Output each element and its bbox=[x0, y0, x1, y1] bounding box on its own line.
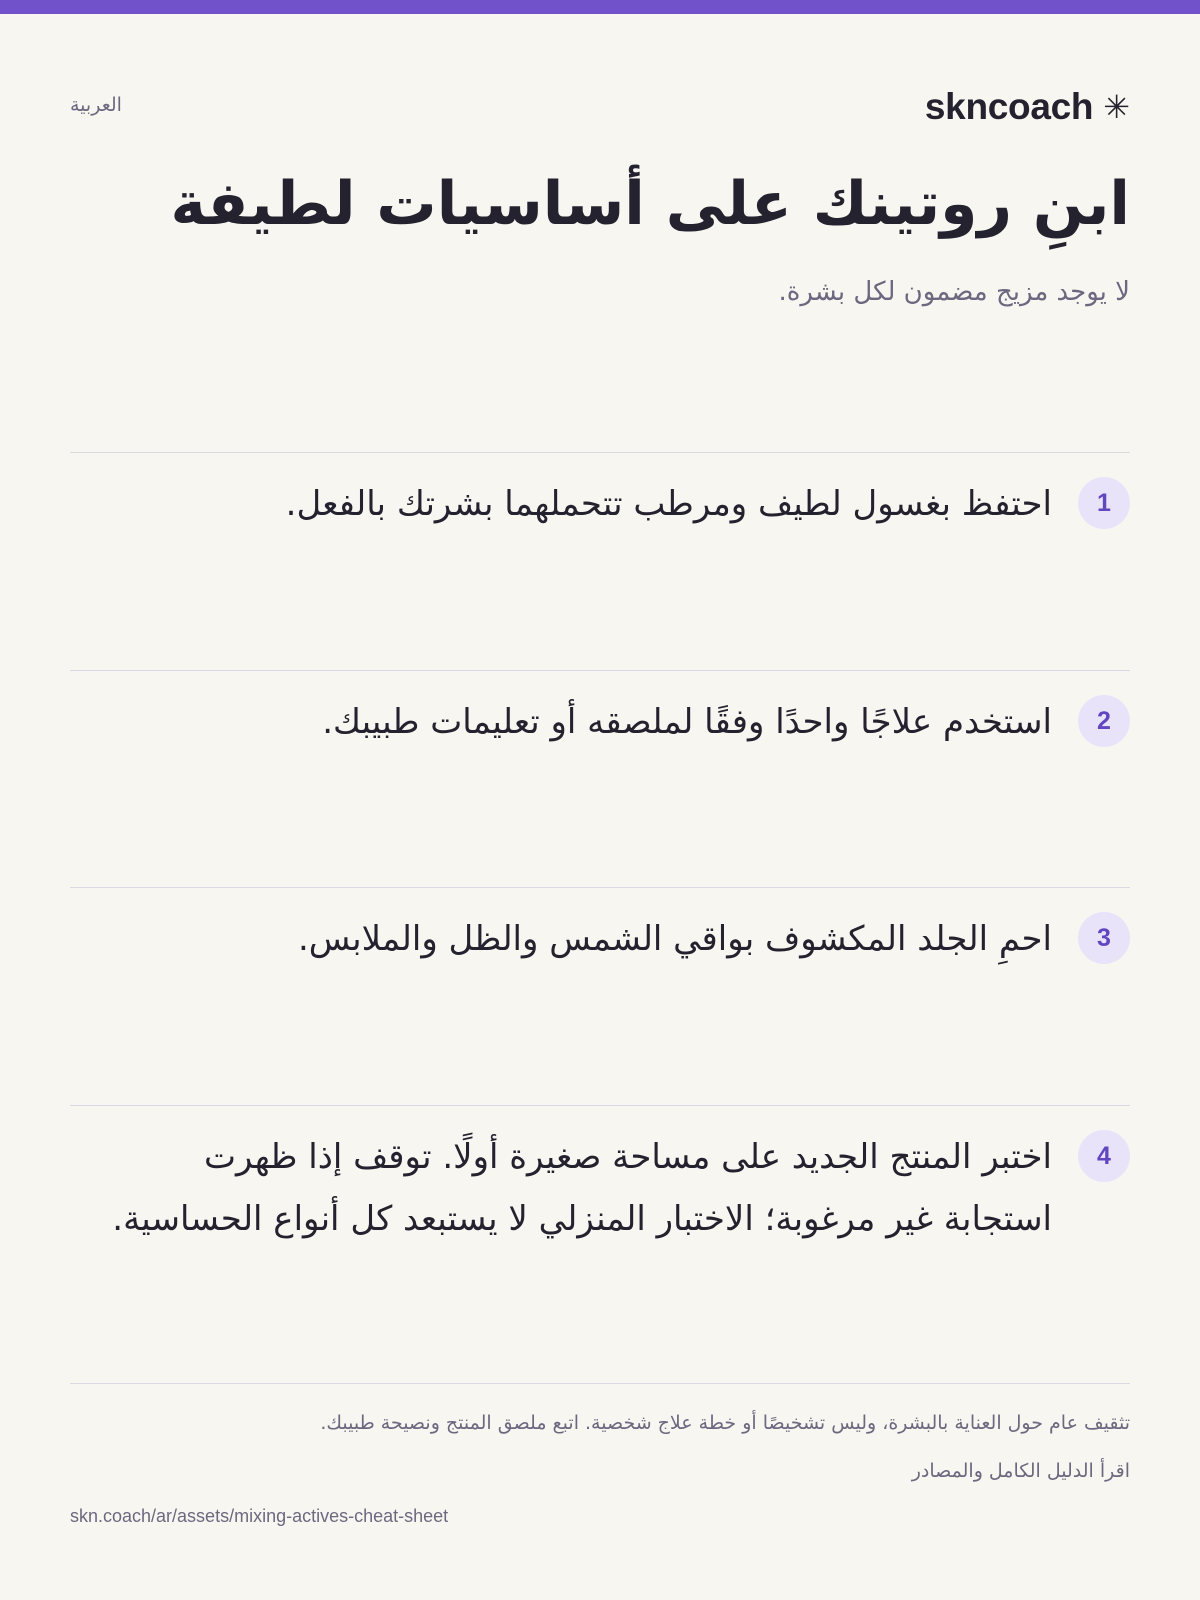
brand-logo bbox=[925, 86, 1130, 128]
full-guide-link[interactable]: اقرأ الدليل الكامل والمصادر bbox=[911, 1460, 1130, 1482]
page-subtitle: لا يوجد مزيج مضمون لكل بشرة. bbox=[778, 277, 1130, 307]
step-item-2 bbox=[70, 670, 1130, 742]
step-number-badge: 3 bbox=[1078, 912, 1130, 964]
step-item-3 bbox=[70, 887, 1130, 959]
step-item-4 bbox=[70, 1105, 1130, 1239]
brand-name: skncoach bbox=[924, 86, 1094, 127]
step-text: استخدم علاجًا واحدًا وفقًا لملصقه أو تعليمات طبيبك. bbox=[322, 702, 1052, 742]
step-item-1 bbox=[70, 452, 1130, 524]
page-url: skn.coach/ar/assets/mixing-actives-cheat-sheet bbox=[70, 1506, 449, 1526]
step-text: اختبر المنتج الجديد على مساحة صغيرة أولًا. توقف إذا ظهرت استجابة غير مرغوبة؛ الاختبار المنزلي لا يستبعد كل أنواع الحساسية. bbox=[112, 1137, 1052, 1239]
language-label[interactable]: العربية bbox=[70, 94, 122, 116]
step-text: احتفظ بغسول لطيف ومرطب تتحملهما بشرتك بالفعل. bbox=[285, 484, 1052, 524]
step-number-badge: 2 bbox=[1078, 695, 1130, 747]
step-number-badge: 4 bbox=[1078, 1130, 1130, 1182]
step-text: احمِ الجلد المكشوف بواقي الشمس والظل والملابس. bbox=[297, 919, 1052, 959]
step-number-badge: 1 bbox=[1078, 477, 1130, 529]
cheat-sheet-page bbox=[70, 0, 1130, 1600]
page-title: ابنِ روتينك على أساسيات لطيفة bbox=[170, 169, 1130, 239]
footer-divider bbox=[70, 1383, 1130, 1384]
header bbox=[70, 86, 1130, 136]
asterisk-icon: ✳ bbox=[1103, 88, 1130, 126]
disclaimer-text: تثقيف عام حول العناية بالبشرة، وليس تشخيصًا أو خطة علاج شخصية. اتبع ملصق المنتج ونصيحة طبيبك. bbox=[320, 1412, 1130, 1434]
